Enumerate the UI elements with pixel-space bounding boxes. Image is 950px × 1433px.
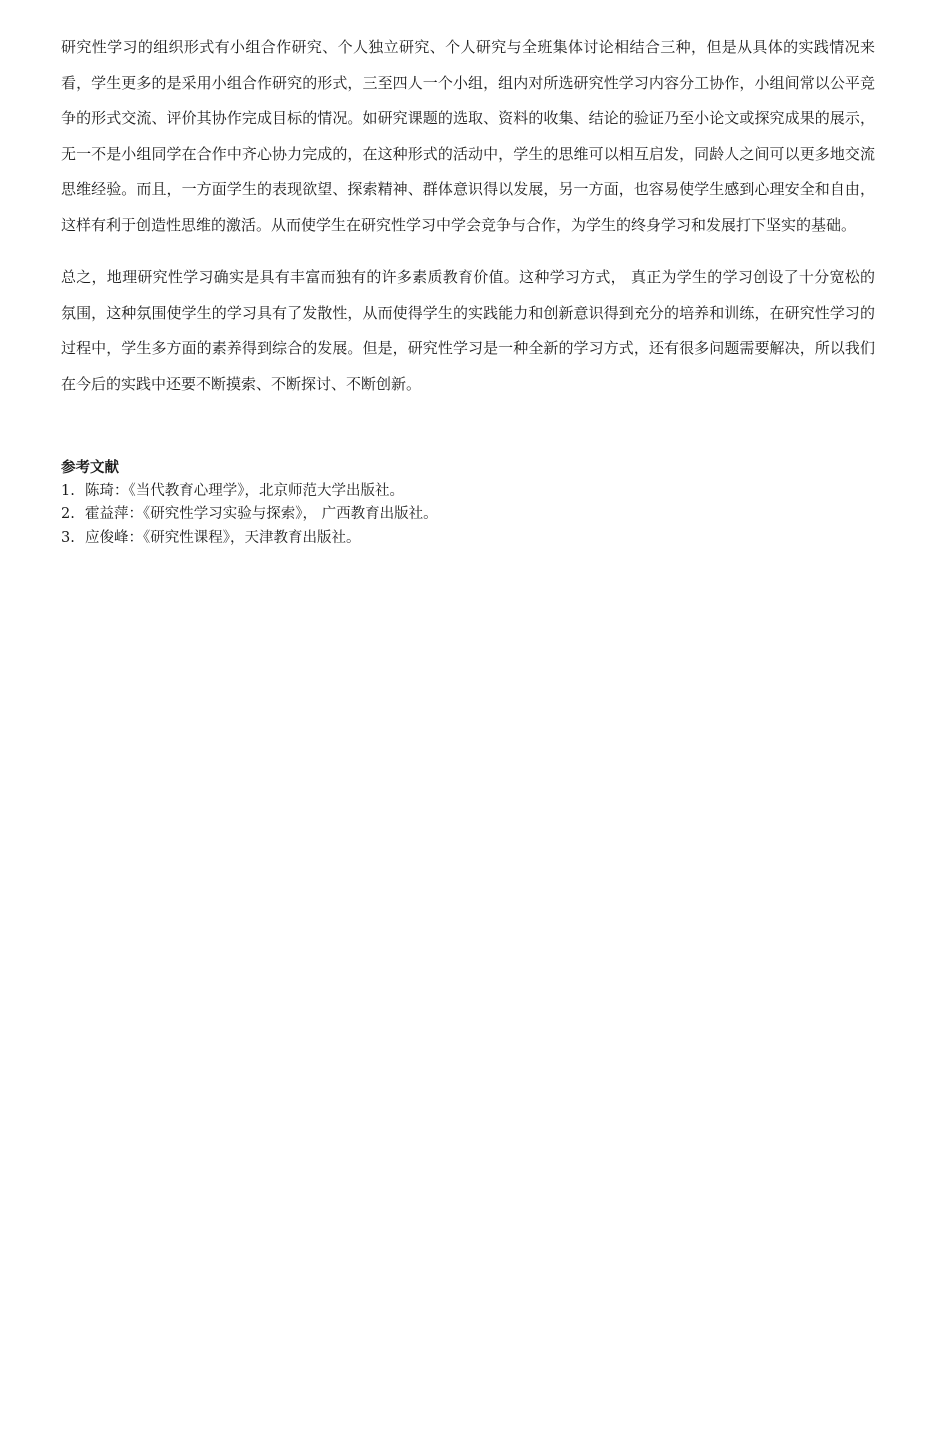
document-page	[61, 30, 875, 550]
reference-item	[61, 503, 875, 527]
reference-text: 陈琦：《当代教育心理学》，北京师范大学出版社。	[85, 482, 404, 499]
body-paragraph-2: 总之，地理研究性学习确实是具有丰富而独有的许多素质教育价值。这种学习方式， 真正为学生的学习创设了十分宽松的氛围，这种氛围使学生的学习具有了发散性，从而使得学生的实践能力和创新意识得到充分的培养和训练，在研究性学习的过程中，学生多方面的素养得到综合的发展。但是，研究性学习是一种全新的学习方式，还有很多问题需要解决，所以我们在今后的实践中还要不断摸索、不断探讨、不断创新。	[61, 268, 875, 393]
body-paragraph-1: 研究性学习的组织形式有小组合作研究、个人独立研究、个人研究与全班集体讨论相结合三种，但是从具体的实践情况来看，学生更多的是采用小组合作研究的形式，三至四人一个小组，组内对所选研究性学习内容分工协作，小组间常以公平竞争的形式交流、评价其协作完成目标的情况。如研究课题的选取、资料的收集、结论的验证乃至小论文或探究成果的展示，无一不是小组同学在合作中齐心协力完成的，在这种形式的活动中，学生的思维可以相互启发，同龄人之间可以更多地交流思维经验。而且，一方面学生的表现欲望、探索精神、群体意识得以发展，另一方面，也容易使学生感到心理安全和自由，这样有利于创造性思维的激活。从而使学生在研究性学习中学会竞争与合作，为学生的终身学习和发展打下坚实的基础。	[61, 38, 875, 234]
reference-number: 2.	[61, 506, 75, 522]
reference-text: 霍益萍：《研究性学习实验与探索》， 广西教育出版社。	[85, 506, 438, 522]
reference-item	[61, 527, 875, 551]
reference-number: 1.	[61, 482, 75, 499]
reference-text: 应俊峰：《研究性课程》，天津教育出版社。	[85, 529, 361, 546]
references-title: 参考文献	[61, 459, 119, 476]
reference-item	[61, 480, 875, 504]
references-section	[61, 456, 875, 550]
reference-number: 3.	[61, 529, 75, 546]
